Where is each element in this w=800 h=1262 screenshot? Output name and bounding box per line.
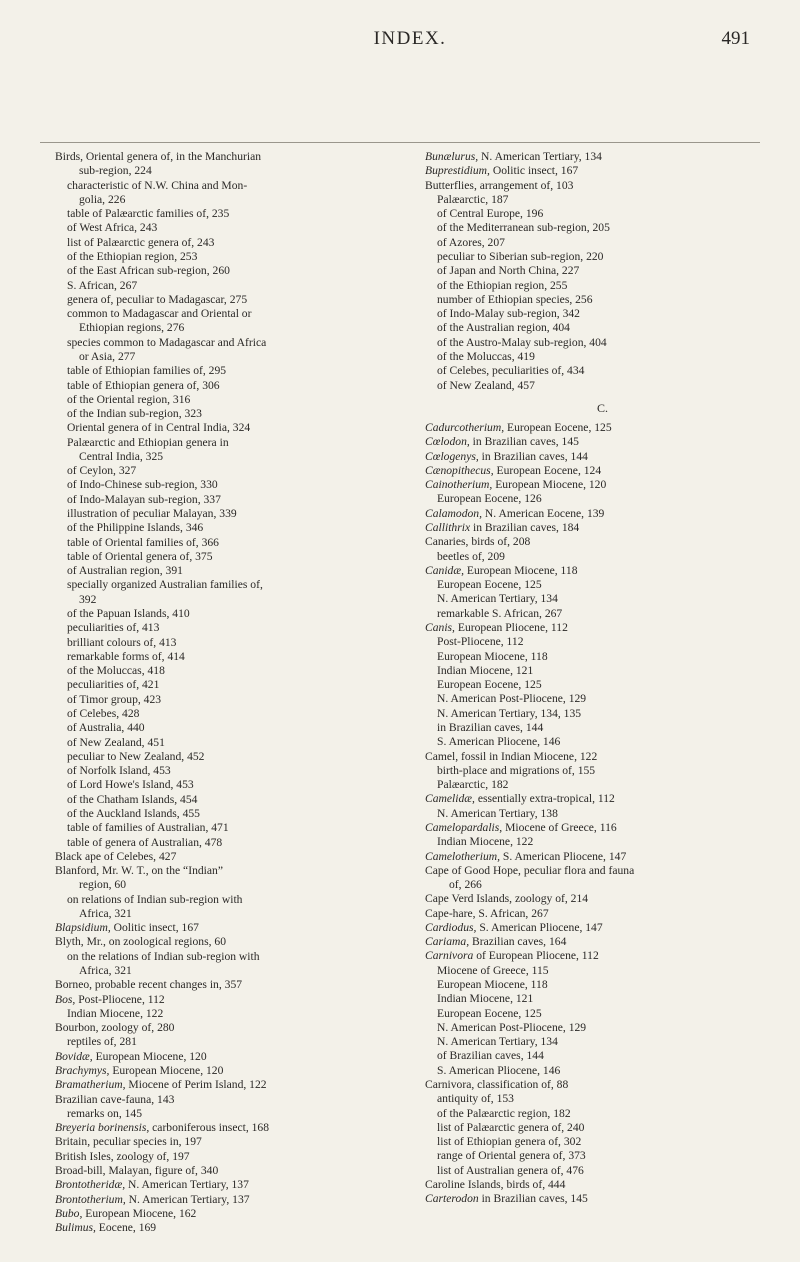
index-entry: Africa, 321 bbox=[79, 964, 132, 978]
entry-text: in Brazilian caves, 184 bbox=[470, 521, 580, 535]
index-entry: Indian Miocene, 122 bbox=[67, 1006, 164, 1020]
index-entry: S. African, 267 bbox=[67, 278, 138, 292]
index-entry: of New Zealand, 457 bbox=[437, 378, 535, 392]
entry-text: of European Pliocene, 112 bbox=[473, 949, 599, 963]
entry-text: Brazilian caves, 164 bbox=[469, 935, 567, 949]
index-entry: of the Australian region, 404 bbox=[437, 321, 570, 335]
index-entry: remarks on, 145 bbox=[67, 1106, 143, 1120]
index-entry: of West Africa, 243 bbox=[67, 221, 158, 235]
index-entry: Bourbon, zoology of, 280 bbox=[55, 1021, 175, 1035]
index-entry: golia, 226 bbox=[79, 192, 126, 206]
entry-term: Bulimus, bbox=[55, 1221, 96, 1235]
index-entry: of Norfolk Island, 453 bbox=[67, 764, 171, 778]
index-entry bbox=[425, 621, 780, 635]
header-rule bbox=[40, 142, 760, 143]
entry-term: Bos, bbox=[55, 992, 76, 1006]
index-entry bbox=[425, 478, 780, 492]
page-number: 491 bbox=[721, 28, 750, 49]
index-entry: Africa, 321 bbox=[79, 906, 132, 920]
entry-text: S. American Pliocene, 147 bbox=[476, 920, 603, 934]
index-entry: of the Ethiopian region, 255 bbox=[437, 278, 568, 292]
entry-term: Breyeria borinensis, bbox=[55, 1121, 150, 1135]
index-entry: Black ape of Celebes, 427 bbox=[55, 849, 177, 863]
index-entry: of the Austro-Malay sub-region, 404 bbox=[437, 335, 607, 349]
index-entry: European Miocene, 118 bbox=[437, 978, 548, 992]
index-entry bbox=[425, 949, 780, 963]
entry-term: Calamodon, bbox=[425, 506, 483, 520]
index-entry: of Brazilian caves, 144 bbox=[437, 1049, 544, 1063]
index-entry bbox=[425, 850, 780, 864]
entry-text: Miocene of Perim Island, 122 bbox=[125, 1078, 267, 1092]
index-entry: of, 266 bbox=[449, 878, 482, 892]
index-entry: peculiarities of, 413 bbox=[67, 621, 160, 635]
entry-text: European Eocene, 125 bbox=[504, 421, 612, 435]
index-entry bbox=[55, 1207, 410, 1221]
entry-term: Bovidæ, bbox=[55, 1049, 93, 1063]
entry-term: Brontotheridæ, bbox=[55, 1178, 126, 1192]
index-entry: Indian Miocene, 121 bbox=[437, 663, 534, 677]
index-entry: Borneo, probable recent changes in, 357 bbox=[55, 978, 243, 992]
index-entry: of Indo-Malayan sub-region, 337 bbox=[67, 492, 221, 506]
entry-term: Bramatherium, bbox=[55, 1078, 126, 1092]
index-entry: Canaries, birds of, 208 bbox=[425, 535, 531, 549]
index-entry: range of Oriental genera of, 373 bbox=[437, 1149, 586, 1163]
index-entry: European Eocene, 126 bbox=[437, 492, 542, 506]
index-entry: of the Auckland Islands, 455 bbox=[67, 806, 200, 820]
entry-term: Callithrix bbox=[425, 521, 471, 535]
index-entry bbox=[55, 993, 410, 1007]
index-entry: of the Ethiopian region, 253 bbox=[67, 249, 198, 263]
entry-text: N. American Tertiary, 137 bbox=[125, 1178, 249, 1192]
index-entry bbox=[425, 464, 780, 478]
index-entry: peculiar to New Zealand, 452 bbox=[67, 749, 205, 763]
entry-term: Cardiodus, bbox=[425, 920, 477, 934]
entry-text: European Miocene, 120 bbox=[492, 478, 607, 492]
index-entry bbox=[55, 921, 410, 935]
index-entry: European Eocene, 125 bbox=[437, 1006, 542, 1020]
index-entry: table of Ethiopian families of, 295 bbox=[67, 364, 227, 378]
index-entry: of Timor group, 423 bbox=[67, 692, 162, 706]
index-entry: remarkable forms of, 414 bbox=[67, 649, 185, 663]
entry-term: Cœlogenys, bbox=[425, 449, 479, 463]
index-entry: of the Moluccas, 418 bbox=[67, 664, 165, 678]
index-entry bbox=[425, 435, 780, 449]
entry-term: Brachymys, bbox=[55, 1064, 110, 1077]
index-entry bbox=[425, 564, 780, 578]
entry-text: European Pliocene, 112 bbox=[454, 621, 568, 634]
index-entry: Blanford, Mr. W. T., on the “Indian” bbox=[55, 864, 223, 878]
entry-term: Bunælurus, bbox=[425, 150, 479, 163]
entry-term: Carnivora bbox=[425, 949, 474, 963]
index-entry: of the Indian sub-region, 323 bbox=[67, 407, 202, 421]
page-header bbox=[60, 20, 760, 70]
index-entry: European Miocene, 118 bbox=[437, 649, 548, 663]
index-entry: Cape-hare, S. African, 267 bbox=[425, 906, 549, 920]
index-entry: illustration of peculiar Malayan, 339 bbox=[67, 507, 237, 521]
index-column-right bbox=[425, 150, 780, 1207]
section-letter: C. bbox=[596, 400, 608, 415]
entry-term: Canidæ, bbox=[425, 563, 464, 577]
index-entry: Indian Miocene, 121 bbox=[437, 992, 534, 1006]
entry-text: Oolitic insect, 167 bbox=[489, 164, 579, 178]
index-entry: Brazilian cave-fauna, 143 bbox=[55, 1092, 175, 1106]
index-entry: Butterflies, arrangement of, 103 bbox=[425, 178, 574, 192]
index-entry: N. American Post-Pliocene, 129 bbox=[437, 1020, 587, 1034]
index-entry: N. American Tertiary, 134, 135 bbox=[437, 706, 582, 720]
entry-term: Brontotherium, bbox=[55, 1192, 126, 1206]
index-entry bbox=[425, 921, 780, 935]
index-entry bbox=[425, 935, 780, 949]
index-entry: peculiar to Siberian sub-region, 220 bbox=[437, 249, 604, 263]
index-entry: Caroline Islands, birds of, 444 bbox=[425, 1177, 566, 1191]
index-column-left bbox=[55, 150, 410, 1235]
index-entry: N. American Tertiary, 134 bbox=[437, 592, 558, 606]
entry-text: N. American Tertiary, 134 bbox=[478, 150, 602, 163]
index-entry: Palæarctic and Ethiopian genera in bbox=[67, 435, 229, 449]
index-entry: region, 60 bbox=[79, 878, 127, 892]
index-entry bbox=[55, 1078, 410, 1092]
index-entry: brilliant colours of, 413 bbox=[67, 635, 177, 649]
index-entry bbox=[55, 1221, 410, 1235]
index-entry: N. American Post-Pliocene, 129 bbox=[437, 692, 587, 706]
index-entry: Central India, 325 bbox=[79, 449, 164, 463]
index-entry: Palæarctic, 187 bbox=[437, 192, 509, 206]
index-entry bbox=[425, 164, 780, 178]
index-entry: Miocene of Greece, 115 bbox=[437, 963, 549, 977]
index-entry: of Celebes, peculiarities of, 434 bbox=[437, 364, 585, 378]
entry-text: N. American Tertiary, 137 bbox=[125, 1192, 250, 1206]
index-entry: characteristic of N.W. China and Mon- bbox=[67, 178, 248, 192]
index-entry: Britain, peculiar species in, 197 bbox=[55, 1135, 202, 1149]
entry-text: European Miocene, 120 bbox=[109, 1064, 224, 1077]
index-entry: Camel, fossil in Indian Miocene, 122 bbox=[425, 749, 598, 763]
index-entry: in Brazilian caves, 144 bbox=[437, 720, 544, 734]
index-entry: of the East African sub-region, 260 bbox=[67, 264, 230, 278]
index-entry: S. American Pliocene, 146 bbox=[437, 735, 561, 749]
index-entry: list of Ethiopian genera of, 302 bbox=[437, 1135, 582, 1149]
entry-term: Cadurcotherium, bbox=[425, 421, 505, 435]
index-entry bbox=[425, 1192, 780, 1206]
index-entry bbox=[425, 521, 780, 535]
index-entry: Post-Pliocene, 112 bbox=[437, 635, 524, 649]
index-entry: of the Moluccas, 419 bbox=[437, 349, 535, 363]
entry-term: Canis, bbox=[425, 621, 455, 634]
index-entry bbox=[425, 421, 780, 435]
index-entry: sub-region, 224 bbox=[79, 164, 152, 178]
index-entry: genera of, peculiar to Madagascar, 275 bbox=[67, 292, 248, 306]
index-entry: Carnivora, classification of, 88 bbox=[425, 1078, 569, 1091]
index-entry: British Isles, zoology of, 197 bbox=[55, 1149, 190, 1163]
entry-text: carboniferous insect, 168 bbox=[149, 1121, 270, 1135]
index-entry: on relations of Indian sub-region with bbox=[67, 892, 243, 906]
entry-term: Blapsidium, bbox=[55, 921, 111, 935]
index-entry: birth-place and migrations of, 155 bbox=[437, 763, 596, 777]
entry-term: Cariama, bbox=[425, 935, 470, 949]
index-entry: list of Palæarctic genera of, 240 bbox=[437, 1120, 585, 1134]
index-entry: Birds, Oriental genera of, in the Manchurian bbox=[55, 150, 262, 163]
index-entry: 392 bbox=[79, 592, 97, 606]
index-entry: list of Palæarctic genera of, 243 bbox=[67, 235, 215, 249]
entry-text: S. American Pliocene, 147 bbox=[500, 849, 627, 863]
index-entry bbox=[55, 1121, 410, 1135]
index-entry: of Ceylon, 327 bbox=[67, 464, 137, 478]
index-entry: table of Palæarctic families of, 235 bbox=[67, 207, 230, 221]
index-entry: of Azores, 207 bbox=[437, 235, 505, 249]
entry-text: in Brazilian caves, 145 bbox=[469, 435, 579, 449]
index-entry: of the Palæarctic region, 182 bbox=[437, 1106, 571, 1120]
index-entry: of the Oriental region, 316 bbox=[67, 392, 191, 406]
entry-term: Camelidæ, bbox=[425, 792, 475, 806]
index-entry: of Indo-Malay sub-region, 342 bbox=[437, 307, 580, 321]
index-entry: European Eocene, 125 bbox=[437, 578, 542, 592]
index-entry: of Celebes, 428 bbox=[67, 706, 140, 720]
index-entry: of New Zealand, 451 bbox=[67, 735, 165, 749]
index-entry bbox=[425, 792, 780, 806]
entry-text: in Brazilian caves, 145 bbox=[478, 1192, 588, 1206]
index-entry: or Asia, 277 bbox=[79, 349, 136, 363]
index-entry: of Indo-Chinese sub-region, 330 bbox=[67, 478, 218, 492]
entry-term: Cainotherium, bbox=[425, 478, 493, 492]
index-entry: N. American Tertiary, 138 bbox=[437, 806, 558, 820]
index-entry bbox=[55, 1193, 410, 1207]
index-entry: Cape of Good Hope, peculiar flora and fauna bbox=[425, 863, 635, 877]
entry-text: European Miocene, 118 bbox=[463, 563, 578, 577]
index-entry: N. American Tertiary, 134 bbox=[437, 1035, 558, 1049]
entry-text: N. American Eocene, 139 bbox=[482, 506, 605, 520]
index-entry: of the Chatham Islands, 454 bbox=[67, 792, 198, 806]
entry-term: Camelotherium, bbox=[425, 849, 501, 863]
index-entry: Indian Miocene, 122 bbox=[437, 835, 534, 849]
index-entry: of the Papuan Islands, 410 bbox=[67, 607, 190, 620]
running-title: INDEX. bbox=[373, 28, 447, 49]
index-entry: Palæarctic, 182 bbox=[437, 778, 509, 792]
index-entry: table of Oriental genera of, 375 bbox=[67, 549, 213, 563]
index-entry: S. American Pliocene, 146 bbox=[437, 1063, 561, 1077]
entry-text: European Eocene, 124 bbox=[493, 463, 602, 477]
index-entry: on the relations of Indian sub-region with bbox=[67, 949, 260, 963]
entry-term: Cænopithecus, bbox=[425, 463, 494, 477]
index-entry: of Australian region, 391 bbox=[67, 564, 183, 578]
index-entry: Cape Verd Islands, zoology of, 214 bbox=[425, 892, 589, 906]
entry-term: Carterodon bbox=[425, 1192, 479, 1206]
entry-term: Buprestidium, bbox=[425, 164, 490, 178]
index-entry: number of Ethiopian species, 256 bbox=[437, 292, 593, 306]
index-entry: of Australia, 440 bbox=[67, 721, 145, 735]
entry-text: European Miocene, 120 bbox=[92, 1049, 207, 1063]
index-entry bbox=[55, 1050, 410, 1064]
index-entry: beetles of, 209 bbox=[437, 549, 505, 563]
index-entry: Blyth, Mr., on zoological regions, 60 bbox=[55, 935, 226, 949]
index-entry bbox=[425, 821, 780, 835]
entry-text: essentially extra-tropical, 112 bbox=[474, 792, 615, 806]
entry-text: Oolitic insect, 167 bbox=[110, 921, 199, 935]
index-entry: table of Oriental families of, 366 bbox=[67, 535, 219, 549]
entry-text: Post-Pliocene, 112 bbox=[75, 992, 165, 1006]
index-entry: reptiles of, 281 bbox=[67, 1035, 137, 1049]
index-entry: antiquity of, 153 bbox=[437, 1092, 514, 1106]
entry-text: European Miocene, 162 bbox=[82, 1206, 197, 1220]
entry-term: Camelopardalis, bbox=[425, 820, 503, 834]
index-entry bbox=[425, 150, 780, 164]
index-entry: Ethiopian regions, 276 bbox=[79, 321, 185, 335]
index-entry: table of genera of Australian, 478 bbox=[67, 835, 223, 849]
index-entry: of the Philippine Islands, 346 bbox=[67, 521, 204, 535]
index-entry: Oriental genera of in Central India, 324 bbox=[67, 421, 251, 435]
index-entry: table of Ethiopian genera of, 306 bbox=[67, 378, 220, 392]
index-entry: common to Madagascar and Oriental or bbox=[67, 307, 252, 321]
index-entry: remarkable S. African, 267 bbox=[437, 606, 563, 620]
index-entry: species common to Madagascar and Africa bbox=[67, 335, 267, 349]
entry-text: Miocene of Greece, 116 bbox=[502, 820, 617, 834]
index-entry bbox=[55, 1064, 410, 1078]
index-entry: specially organized Australian families of, bbox=[67, 578, 263, 592]
index-entry: European Eocene, 125 bbox=[437, 678, 542, 692]
index-entry bbox=[425, 450, 780, 464]
index-entry: of Central Europe, 196 bbox=[437, 207, 544, 221]
entry-term: Bubo, bbox=[55, 1206, 83, 1220]
entry-text: in Brazilian caves, 144 bbox=[478, 449, 588, 463]
index-entry: peculiarities of, 421 bbox=[67, 678, 160, 692]
index-entry: Broad-bill, Malayan, figure of, 340 bbox=[55, 1163, 219, 1177]
index-entry: of Lord Howe's Island, 453 bbox=[67, 778, 194, 792]
entry-text: Eocene, 169 bbox=[95, 1221, 157, 1235]
index-entry: of Japan and North China, 227 bbox=[437, 264, 580, 278]
index-entry: list of Australian genera of, 476 bbox=[437, 1163, 584, 1177]
index-entry bbox=[425, 507, 780, 521]
index-entry bbox=[55, 1178, 410, 1192]
index-entry: of the Mediterranean sub-region, 205 bbox=[437, 221, 610, 235]
entry-term: Cœlodon, bbox=[425, 435, 470, 449]
index-entry: table of families of Australian, 471 bbox=[67, 821, 229, 835]
